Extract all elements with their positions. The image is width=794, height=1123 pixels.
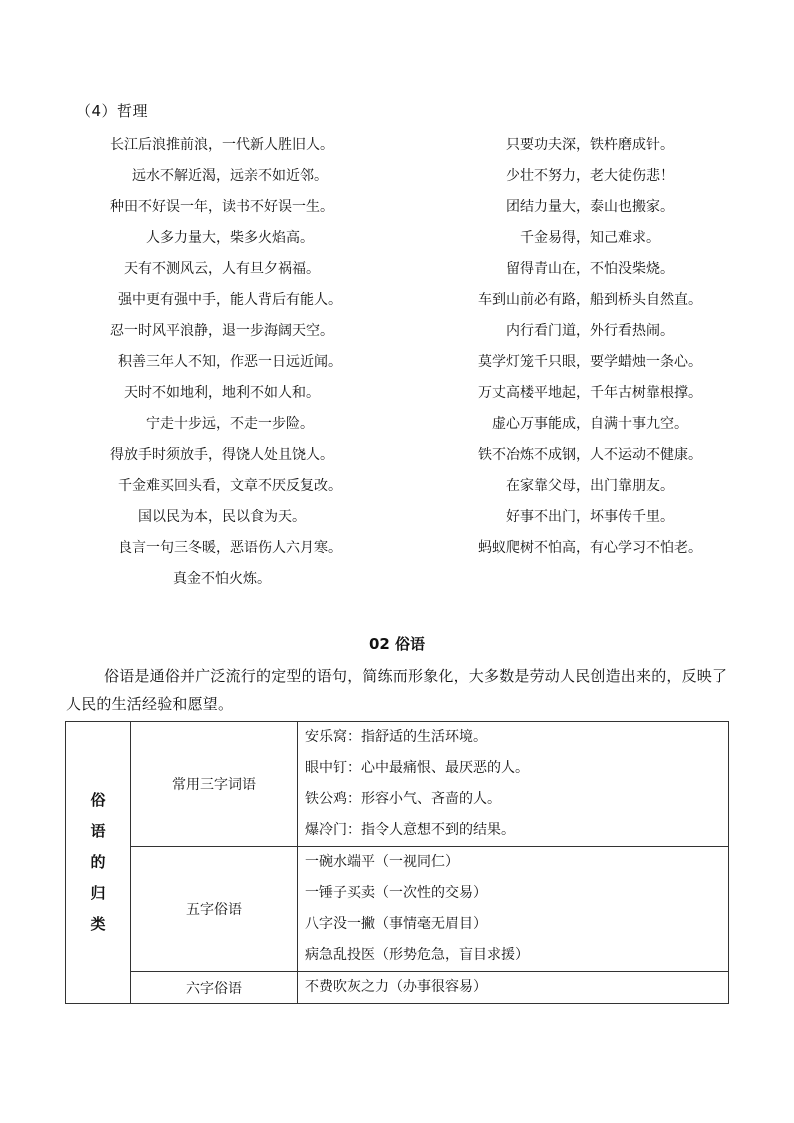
main-category-char: 的 — [90, 853, 106, 871]
table-row — [66, 972, 729, 1004]
proverb-left: 强中更有强中手，能人背后有能人。 — [118, 292, 342, 308]
proverb-right: 在家靠父母，出门靠朋友。 — [506, 478, 674, 494]
proverb-left: 人多力量大，柴多火焰高。 — [146, 230, 314, 246]
proverb-row — [60, 283, 740, 314]
proverb-row — [60, 252, 740, 283]
main-category-char: 类 — [90, 915, 106, 933]
table-row — [66, 847, 729, 972]
proverb-left: 积善三年人不知，作恶一日远近闻。 — [118, 354, 342, 370]
list-item: 安乐窝：指舒适的生活环境。 — [305, 729, 487, 745]
proverb-right: 莫学灯笼千只眼，要学蜡烛一条心。 — [478, 354, 702, 370]
proverb-right: 千金易得，知己难求。 — [520, 230, 660, 246]
proverb-row — [60, 438, 740, 469]
proverb-left: 长江后浪推前浪，一代新人胜旧人。 — [110, 137, 334, 153]
list-item: 病急乱投医（形势危急，盲目求援） — [305, 947, 529, 963]
proverb-row — [60, 159, 740, 190]
proverb-left: 宁走十步远，不走一步险。 — [146, 416, 314, 432]
proverb-row — [60, 531, 740, 562]
proverb-right: 团结力量大，泰山也搬家。 — [506, 199, 674, 215]
proverb-left: 千金难买回头看，文章不厌反复改。 — [118, 478, 342, 494]
proverb-right: 虚心万事能成，自满十事九空。 — [492, 416, 688, 432]
proverb-row — [60, 190, 740, 221]
list-item: 铁公鸡：形容小气、吝啬的人。 — [305, 791, 501, 807]
main-category-cell — [66, 722, 131, 1004]
list-item: 八字没一撇（事情毫无眉目） — [305, 916, 487, 932]
subcategory-cell: 常用三字词语 — [131, 722, 298, 847]
items-cell — [298, 972, 729, 1004]
section-heading: （4）哲理 — [76, 102, 149, 120]
proverb-right: 少壮不努力，老大徒伤悲！ — [506, 168, 674, 184]
proverb-row — [60, 221, 740, 252]
proverb-row — [60, 500, 740, 531]
proverb-left: 真金不怕火炼。 — [173, 571, 271, 587]
proverb-row — [60, 562, 740, 593]
subcategory-cell: 六字俗语 — [131, 972, 298, 1004]
intro-paragraph: 俗语是通俗并广泛流行的定型的语句，简练而形象化，大多数是劳动人民创造出来的，反映了人民的生活经验和愿望。 — [66, 667, 728, 713]
subcategory-cell: 五字俗语 — [131, 847, 298, 972]
proverb-row — [60, 345, 740, 376]
proverb-left: 得放手时须放手，得饶人处且饶人。 — [110, 447, 334, 463]
main-category-char: 归 — [90, 884, 106, 902]
proverb-left: 种田不好误一年，读书不好误一生。 — [110, 199, 334, 215]
proverb-right: 留得青山在，不怕没柴烧。 — [506, 261, 674, 277]
main-category-char: 语 — [90, 822, 106, 840]
proverb-row — [60, 407, 740, 438]
list-item: 爆冷门：指令人意想不到的结果。 — [305, 822, 515, 838]
proverb-left: 天有不测风云，人有旦夕祸福。 — [124, 261, 320, 277]
proverb-left: 良言一句三冬暖，恶语伤人六月寒。 — [118, 540, 342, 556]
items-cell — [298, 722, 729, 847]
proverb-right: 内行看门道，外行看热闹。 — [506, 323, 674, 339]
main-category-char: 俗 — [90, 791, 106, 809]
proverb-row — [60, 128, 740, 159]
proverb-left: 远水不解近渴，远亲不如近邻。 — [132, 168, 328, 184]
classification-table — [65, 721, 729, 1004]
subsection-heading: 02 俗语 — [368, 635, 426, 653]
proverb-right: 好事不出门，坏事传千里。 — [506, 509, 674, 525]
list-item: 一碗水端平（一视同仁） — [305, 854, 459, 870]
proverb-right: 车到山前必有路，船到桥头自然直。 — [478, 292, 702, 308]
proverb-right: 铁不冶炼不成钢，人不运动不健康。 — [478, 447, 702, 463]
proverb-right: 蚂蚁爬树不怕高，有心学习不怕老。 — [478, 540, 702, 556]
items-cell — [298, 847, 729, 972]
proverb-row — [60, 469, 740, 500]
table-row — [66, 722, 729, 847]
list-item: 不费吹灰之力（办事很容易） — [305, 979, 487, 995]
proverb-row — [60, 314, 740, 345]
proverb-list — [60, 128, 740, 593]
proverb-row — [60, 376, 740, 407]
proverb-right: 只要功夫深，铁杵磨成针。 — [506, 137, 674, 153]
proverb-left: 天时不如地利，地利不如人和。 — [124, 385, 320, 401]
proverb-left: 忍一时风平浪静，退一步海阔天空。 — [110, 323, 334, 339]
proverb-left: 国以民为本，民以食为天。 — [138, 509, 306, 525]
proverb-right: 万丈高楼平地起，千年古树靠根撑。 — [478, 385, 702, 401]
list-item: 一锤子买卖（一次性的交易） — [305, 885, 487, 901]
list-item: 眼中钉：心中最痛恨、最厌恶的人。 — [305, 760, 529, 776]
